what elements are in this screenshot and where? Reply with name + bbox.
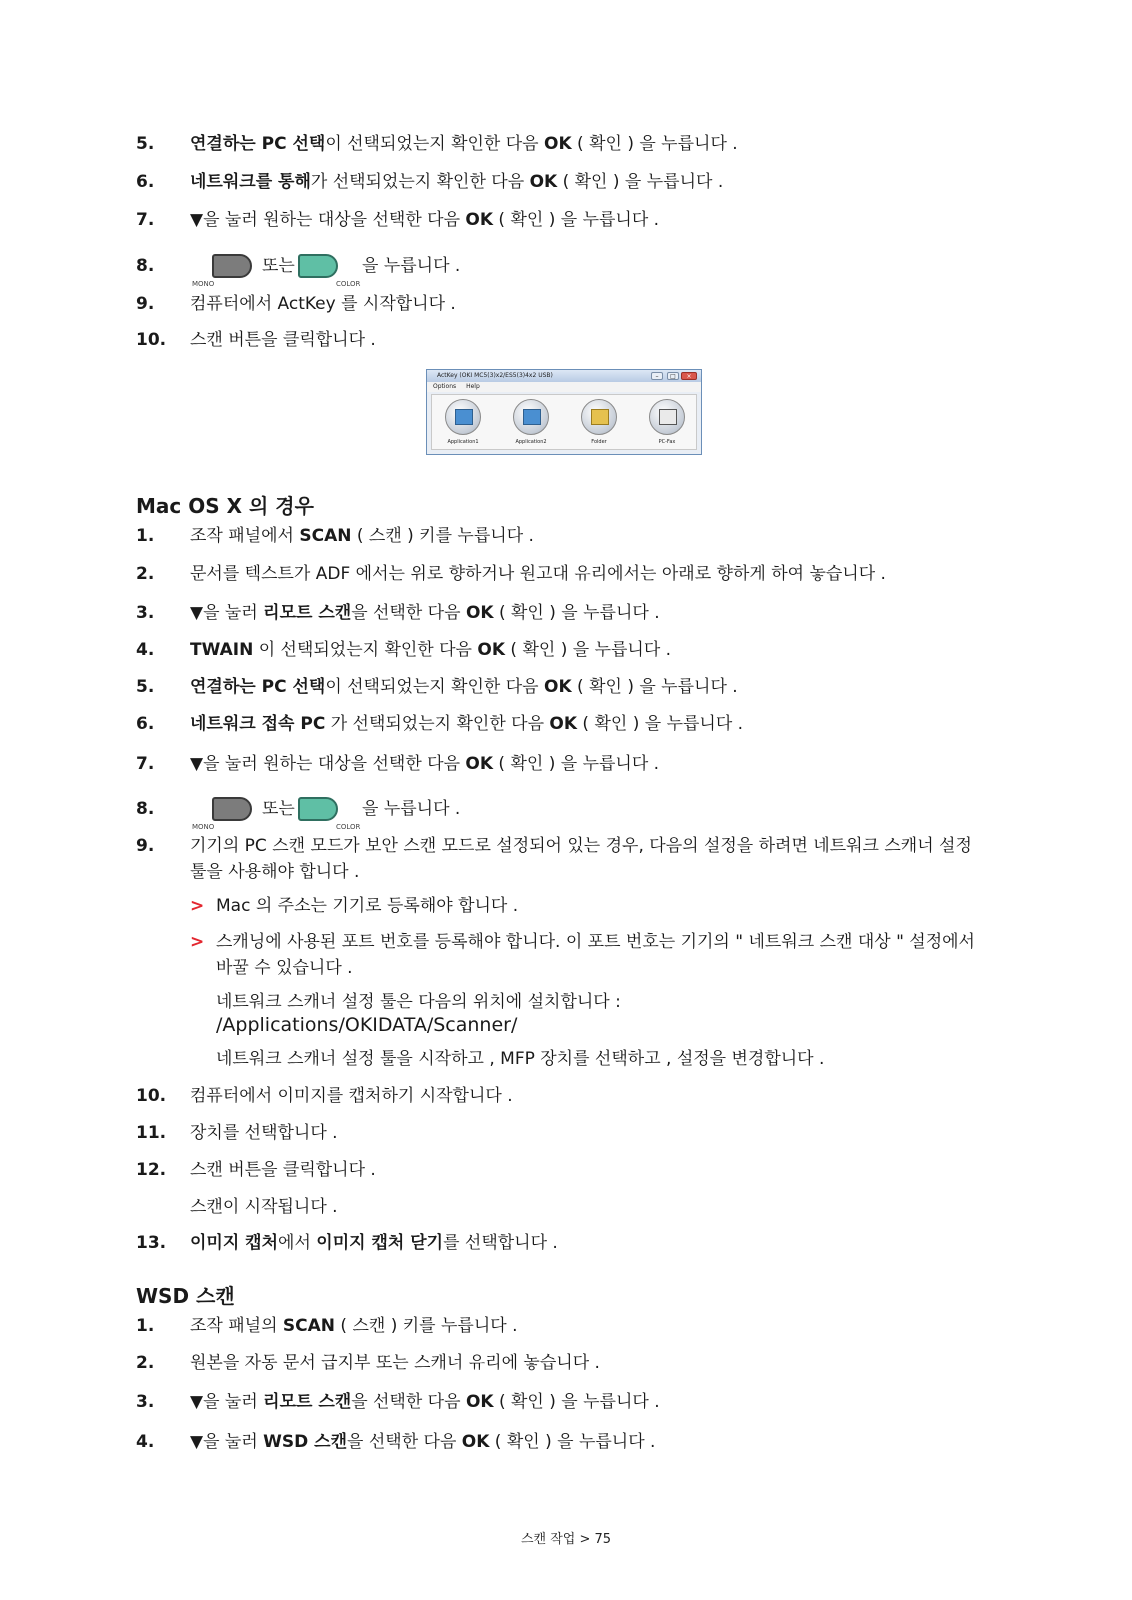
window-titlebar [427,370,701,382]
ok-label: OK [544,134,572,154]
pc-fax-button[interactable] [642,399,692,445]
step-text: 을 누릅니다 . [362,256,461,276]
color-button-icon [298,254,338,278]
step-text: 이 선택되었는지 확인한 다음 [253,640,478,660]
step-text: ▼을 눌러 원하는 대상을 선택한 다음 [190,210,466,230]
ok-label: OK [461,1432,490,1452]
step-text: 컴퓨터에서 ActKey 를 시작합니다 . [190,294,456,314]
menu-options[interactable]: Options [433,383,457,390]
step-text: 스캔 버튼을 클릭합니다 . [190,330,376,350]
minimize-icon[interactable]: – [651,372,663,380]
path-text: /Applications/OKIDATA/Scanner/ [216,1014,518,1036]
ok-label: OK [465,1392,494,1412]
application1-icon [445,399,481,435]
application2-button[interactable] [506,399,556,445]
step-bold: TWAIN [190,640,254,660]
step-text: 스캔이 시작됩니다 . [190,1197,338,1217]
step-bold: SCAN [299,526,352,546]
window-title: ActKey (OKI MC5(3)x2/ES5(3)4x2 USB) [437,372,553,379]
or-text: 또는 [262,256,295,276]
step-text: 을 누릅니다 . [362,799,461,819]
folder-button[interactable] [574,399,624,445]
step-bold: 네트워크를 통해 [190,172,311,192]
step-bold: 이미지 캡처 [190,1233,279,1253]
step-text: 컴퓨터에서 이미지를 캡처하기 시작합니다 . [190,1086,513,1106]
step-text: ( 확인 ) 을 누릅니다 . [493,1392,660,1412]
step-text: 툴을 사용해야 합니다 . [190,862,360,882]
step-bold: 리모트 스캔 [263,603,352,623]
step-text: 기기의 PC 스캔 모드가 보안 스캔 모드로 설정되어 있는 경우, 다음의 설정을 하려면 네트워크 스캐너 설정 [190,836,972,856]
step-text: 을 선택한 다음 [351,603,466,623]
note-text: 네트워크 스캐너 설정 툴은 다음의 위치에 설치합니다 : [216,992,621,1012]
step-bold: WSD 스캔 [263,1432,348,1452]
step-text: ( 확인 ) 을 누릅니다 . [493,754,660,774]
mac-step-8: 8. MONO 또는 COLOR 을 누릅니다 . [0,797,600,827]
ok-label: OK [549,714,578,734]
step-text: ▼을 눌러 [190,1392,264,1412]
step-text: 조작 패널의 [190,1316,283,1336]
close-icon[interactable]: × [681,372,697,380]
menu-help[interactable]: Help [466,383,480,390]
step-text: 이 선택되었는지 확인한 다음 [325,677,544,697]
step-bold: 리모트 스캔 [263,1392,352,1412]
ok-label: OK [465,603,494,623]
folder-icon [581,399,617,435]
step-text: ( 확인 ) 을 누릅니다 . [493,210,660,230]
ok-label: OK [544,677,572,697]
step-bold: 이미지 캡처 닫기 [316,1233,444,1253]
app-label: Application1 [447,439,479,445]
step-text: 을 선택한 다음 [347,1432,462,1452]
maximize-icon[interactable]: □ [667,372,679,380]
step-text: ( 확인 ) 을 누릅니다 . [577,714,744,734]
note-text: 네트워크 스캐너 설정 툴을 시작하고 , MFP 장치를 선택하고 , 설정을 변경합니다 . [216,1049,825,1069]
step-bold: SCAN [282,1316,336,1336]
step-text: 가 선택되었는지 확인한 다음 [310,172,530,192]
arrow-bullet-icon: > [190,896,205,916]
step-text: ( 확인 ) 을 누릅니다 . [571,134,738,154]
step-text: ( 스캔 ) 키를 누릅니다 . [335,1316,518,1336]
ok-label: OK [477,640,506,660]
bullet-text: 바꿀 수 있습니다 . [216,958,353,978]
fax-icon [649,399,685,435]
step-text: 가 선택되었는지 확인한 다음 [325,714,550,734]
actkey-body [431,394,697,450]
or-text: 또는 [262,799,295,819]
color-label: COLOR [336,280,361,288]
app-label: Application2 [515,439,547,445]
page-footer: 스캔 작업 > 75 [520,1532,612,1547]
bullet-text: 스캐닝에 사용된 포트 번호를 등록해야 합니다. 이 포트 번호는 기기의 " 네트워크 스캔 대상 " 설정에서 [216,932,975,952]
step-text: 문서를 텍스트가 ADF 에서는 위로 향하거나 원고대 유리에서는 아래로 향하게 하여 놓습니다 . [190,564,886,584]
step-text: ▼을 눌러 [190,1432,264,1452]
color-button-icon [298,797,338,821]
mono-button-icon [212,254,252,278]
step-text: 에서 [278,1233,317,1253]
ok-label: OK [465,754,494,774]
color-label: COLOR [336,823,361,831]
mono-label: MONO [192,823,215,831]
step-text: ( 확인 ) 을 누릅니다 . [571,677,738,697]
pc-step-8: 8. MONO 또는 COLOR 을 누릅니다 . [0,254,600,284]
step-text: 이 선택되었는지 확인한 다음 [325,134,544,154]
wsd-heading: WSD 스캔 [136,1284,235,1308]
application2-icon [513,399,549,435]
mono-button-icon [212,797,252,821]
mac-heading: Mac OS X 의 경우 [136,494,314,518]
actkey-window [426,369,702,455]
ok-label: OK [465,210,494,230]
step-text: 조작 패널에서 [190,526,300,546]
step-bold: 연결하는 PC 선택 [190,677,326,697]
step-text: 스캔 버튼을 클릭합니다 . [190,1160,376,1180]
arrow-bullet-icon: > [190,932,205,952]
mono-label: MONO [192,280,215,288]
ok-label: OK [529,172,558,192]
step-text: ( 확인 ) 을 누릅니다 . [505,640,672,660]
application1-button[interactable] [438,399,488,445]
step-text: 원본을 자동 문서 급지부 또는 스캐너 유리에 놓습니다 . [190,1353,600,1373]
step-text: 장치를 선택합니다 . [190,1123,338,1143]
step-bold: 네트워크 접속 PC [190,714,326,734]
bullet-text: Mac 의 주소는 기기로 등록해야 합니다 . [216,896,519,916]
step-text: ( 스캔 ) 키를 누릅니다 . [351,526,534,546]
step-text: ▼을 눌러 원하는 대상을 선택한 다음 [190,754,466,774]
step-text: ( 확인 ) 을 누릅니다 . [489,1432,656,1452]
app-label: Folder [591,439,607,445]
step-text: ▼을 눌러 [190,603,264,623]
step-text: ( 확인 ) 을 누릅니다 . [493,603,660,623]
step-text: 를 선택합니다 . [443,1233,558,1253]
app-label: PC-Fax [658,439,676,445]
step-bold: 연결하는 PC 선택 [190,134,326,154]
window-menubar [427,382,701,392]
step-text: ( 확인 ) 을 누릅니다 . [557,172,724,192]
step-text: 을 선택한 다음 [351,1392,466,1412]
